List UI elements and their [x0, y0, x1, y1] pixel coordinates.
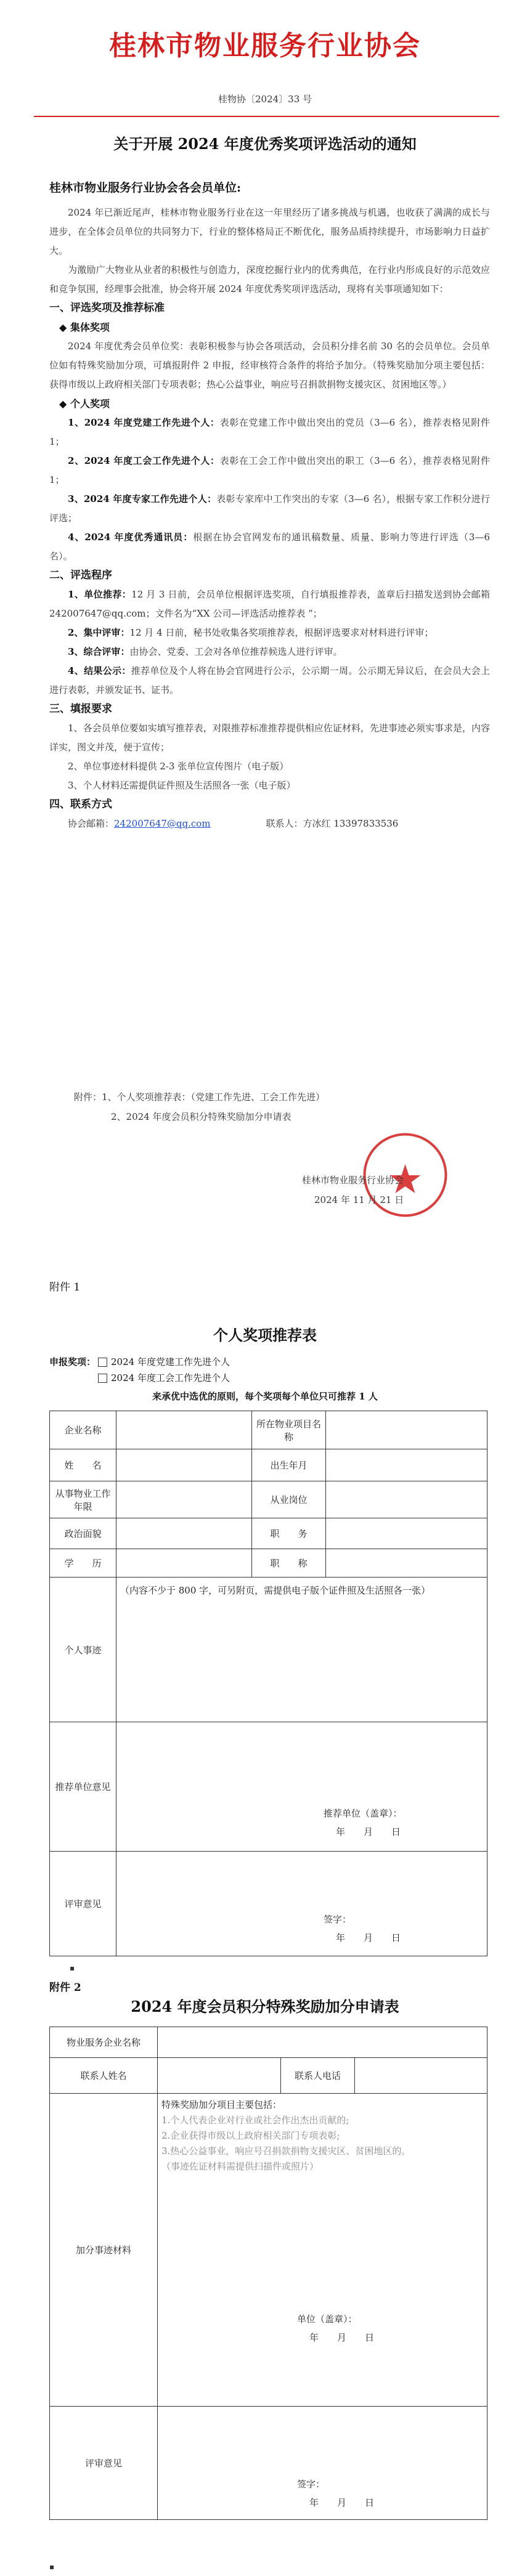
- collective-award-paragraph: [49, 337, 490, 394]
- notice-body: [49, 203, 490, 833]
- date-label: 年 月 日: [336, 1932, 401, 1943]
- title-field[interactable]: [326, 1549, 487, 1578]
- award-option-checkbox[interactable]: [98, 1374, 107, 1383]
- collective-award-body: 表彰积极参与协会各项活动，会员积分排名前 30 名的会员单位。会员单位如有特殊奖励加分项，可填报附件 2 申报，经审核符合条件的将给予加分。（特殊奖励加分项主要包括：获得市级以上政府相关部门专项表彰；热心公益事业，响应号召捐款捐物支援灾区、贫困地区等。）: [49, 341, 490, 390]
- unit-sign-label: 推荐单位（盖章）：: [324, 1808, 402, 1819]
- signature-area: [120, 1910, 483, 1947]
- duty-field[interactable]: [326, 1518, 487, 1549]
- collective-awards-title: ◆ 集体奖项: [59, 322, 110, 333]
- field-label: 姓 名: [50, 1449, 116, 1481]
- form-row: [50, 1449, 487, 1481]
- contact-person: 联系人：方冰红 13397833536: [266, 818, 399, 829]
- attachment-item-1: 1、个人奖项推荐表：（党建工作先进、工会工作先进）: [102, 1092, 325, 1103]
- page-mark: ▪: [49, 2562, 55, 2571]
- collective-award-name: 2024 年度优秀会员单位奖：: [68, 341, 189, 352]
- field-label: 联系人姓名: [50, 2058, 158, 2094]
- form-row: [50, 1411, 487, 1449]
- recommendation-form: [49, 1411, 487, 1956]
- attachments-list: [74, 1087, 325, 1127]
- procedure-step-body: 12 月 4 日前，秘书处收集各奖项推荐表，根据评选要求对材料进行评审；: [129, 627, 434, 638]
- award-option-label: 2024 年度工会工作先进个人: [111, 1372, 230, 1383]
- form-row: [50, 2027, 487, 2058]
- procedure-step: [49, 623, 490, 642]
- company-name-field[interactable]: [158, 2027, 487, 2058]
- salutation: 桂林市物业服务行业协会各会员单位:: [49, 181, 242, 195]
- materials-field[interactable]: [158, 2094, 487, 2407]
- award-options: [49, 1354, 230, 1386]
- years-field[interactable]: [116, 1481, 252, 1518]
- award-name: 2、2024 年度工会工作先进个人：: [68, 455, 220, 466]
- section-4-title: 四、联系方式: [49, 798, 112, 811]
- procedure-step: [49, 662, 490, 700]
- materials-item: （事迹佐证材料需提供扫描件或照片）: [161, 2161, 319, 2172]
- attachment-2-label: 附件 2: [49, 1982, 81, 1994]
- form-row: [50, 1578, 487, 1722]
- materials-intro: 特殊奖励加分项目主要包括：: [161, 2099, 282, 2110]
- field-label: 推荐单位意见: [50, 1722, 116, 1852]
- award-description: 根据在协会官网发布的通讯稿数量、质量、影响力等进行评选（3—6 名）。: [49, 532, 490, 562]
- intro-paragraph-2: 为激励广大物业从业者的积极性与创造力，深度挖掘行业内的优秀典范，在行业内形成良好的示范效应和竞争氛围，经理事会批准，协会将开展 2024 年度优秀奖项评选活动，现将有关事项通知如下：: [49, 264, 490, 294]
- award-description: 表彰在党建工作中做出突出的党员（3—6 名），推荐表格见附件 1；: [49, 417, 490, 447]
- field-label: 职 务: [252, 1518, 326, 1549]
- award-option: [49, 1370, 230, 1386]
- materials-item: 1.个人代表企业对行业或社会作出杰出贡献的;: [161, 2115, 349, 2126]
- individual-awards-title: ◆ 个人奖项: [59, 398, 110, 410]
- field-label: 评审意见: [50, 2407, 158, 2520]
- date-label: 年 月 日: [336, 1826, 401, 1837]
- procedure-step-body: 12 月 3 日前，会员单位根据评选奖项，自行填报推荐表，盖章后扫描发送到协会邮箱 242007647@qq.com；文件名为“XX 公司—评选活动推荐表 ”；: [49, 589, 490, 619]
- award-option-checkbox[interactable]: [98, 1358, 107, 1367]
- award-description: 表彰在工会工作中做出突出的职工（3—6 名），推荐表格见附件 1；: [49, 455, 490, 485]
- procedure-step: [49, 585, 490, 623]
- form-row: [50, 2407, 487, 2520]
- procedure-step-name: 1、单位推荐：: [68, 589, 132, 600]
- section-2-title: 二、评选程序: [49, 569, 112, 581]
- form-row: [50, 1852, 487, 1956]
- sign-label: 签字：: [324, 1914, 352, 1925]
- section-1-title: 一、评选奖项及推荐标准: [49, 302, 165, 314]
- form-row: [50, 1518, 487, 1549]
- contact-line: [49, 814, 490, 833]
- materials-item: 2.企业获得市级以上政府相关部门专项表彰;: [161, 2130, 340, 2141]
- requirement-item: 1、各会员单位要如实填写推荐表，对限推荐标准推荐提供相应佐证材料，先进事迹必须实事求是，内容详实，图文并茂，便于宣传；: [49, 723, 490, 753]
- field-label: 政治面貌: [50, 1518, 116, 1549]
- deeds-hint: （内容不少于 800 字，可另附页，需提供电子版个证件照及生活照各一张）: [120, 1585, 431, 1596]
- bonus-application-form: [49, 2027, 487, 2520]
- signature-area: [120, 1804, 483, 1841]
- form-row: [50, 1722, 487, 1852]
- individual-award-item: [49, 528, 490, 566]
- field-label: 物业服务企业名称: [50, 2027, 158, 2058]
- signature-area: [161, 2475, 483, 2512]
- birth-field[interactable]: [326, 1449, 487, 1481]
- requirement-item: 3、个人材料还需提供证件照及生活照各一张（电子版）: [68, 780, 296, 791]
- award-option: [49, 1354, 230, 1370]
- apply-label: 申报奖项：: [49, 1356, 96, 1367]
- political-status-field[interactable]: [116, 1518, 252, 1549]
- deeds-field[interactable]: [116, 1578, 487, 1722]
- signature-date: 2024 年 11 月 21 日: [314, 1194, 404, 1205]
- signature-block: [302, 1170, 404, 1210]
- field-label: 评审意见: [50, 1852, 116, 1956]
- field-label: 企业名称: [50, 1411, 116, 1449]
- company-name-field[interactable]: [116, 1411, 252, 1449]
- form-row: [50, 2058, 487, 2094]
- contact-name-field[interactable]: [158, 2058, 281, 2094]
- form-row: [50, 2094, 487, 2407]
- award-name: 3、2024 年度专家工作先进个人：: [68, 493, 217, 504]
- project-name-field[interactable]: [326, 1411, 487, 1449]
- field-label: 个人事迹: [50, 1578, 116, 1722]
- procedure-step-body: 推荐单位及个人将在协会官网进行公示，公示期一周。公示期无异议后，在会员大会上进行表彰，并颁发证书、证书。: [49, 665, 490, 695]
- position-field[interactable]: [326, 1481, 487, 1518]
- intro-paragraph-1: 2024 年已渐近尾声，桂林市物业服务行业在这一年里经历了诸多挑战与机遇，也收获了满满的成长与进步，在全体会员单位的共同努力下，行业的整体格局正不断优化，服务品质持续提升，市场影响力日益扩大。: [49, 207, 490, 256]
- attachment-label: 附件：: [74, 1092, 102, 1103]
- unit-opinion-field[interactable]: [116, 1722, 487, 1852]
- form-2-title: 2024 年度会员积分特殊奖励加分申请表: [131, 1998, 399, 2015]
- attachment-item: [74, 1087, 325, 1107]
- contact-phone-field[interactable]: [355, 2058, 487, 2094]
- form-1-title: 个人奖项推荐表: [213, 1326, 317, 1344]
- procedure-step-name: 3、综合评审：: [68, 646, 130, 657]
- document-number: 桂物协〔2024〕33 号: [218, 94, 312, 105]
- field-label: 职 称: [252, 1549, 326, 1578]
- education-field[interactable]: [116, 1549, 252, 1578]
- field-label: 学 历: [50, 1549, 116, 1578]
- procedure-step-body: 由协会、党委、工会对各单位推荐候选人进行评审。: [129, 646, 343, 657]
- header-divider: [34, 116, 499, 117]
- field-label: 所在物业项目名称: [252, 1411, 326, 1449]
- email-link[interactable]: 242007647@qq.com: [114, 818, 211, 829]
- field-label: 出生年月: [252, 1449, 326, 1481]
- date-label: 年 月 日: [309, 2497, 375, 2508]
- field-label: 从事物业工作年限: [50, 1481, 116, 1518]
- recommend-note: 来承优中选优的原则，每个奖项每个单位只可推荐 1 人: [152, 1391, 378, 1402]
- email-label: 协会邮箱：: [68, 818, 115, 829]
- page-mark: ▪: [70, 1964, 75, 1972]
- individual-award-item: [49, 452, 490, 490]
- attachment-item-2: 2、2024 年度会员积分特殊奖励加分申请表: [111, 1111, 292, 1122]
- field-label: 联系人电话: [281, 2058, 355, 2094]
- review-opinion-field[interactable]: [116, 1852, 487, 1956]
- award-option-label: 2024 年度党建工作先进个人: [111, 1356, 230, 1367]
- form-row: [50, 1549, 487, 1578]
- signature-org: 桂林市物业服务行业协会: [302, 1175, 404, 1186]
- materials-item: 3.热心公益事业，响应号召捐款捐物支援灾区、贫困地区的。: [161, 2145, 411, 2157]
- date-label: 年 月 日: [309, 2332, 375, 2343]
- review-opinion-field[interactable]: [158, 2407, 487, 2520]
- individual-award-item: [49, 490, 490, 528]
- procedure-step-name: 2、集中评审：: [68, 627, 130, 638]
- award-description: 表彰专家库中工作突出的专家（3—6 名），根据专家工作积分进行评选；: [49, 493, 490, 524]
- section-3-title: 三、填报要求: [49, 703, 112, 715]
- unit-sign-label: 单位（盖章）：: [297, 2314, 357, 2325]
- field-label: 从业岗位: [252, 1481, 326, 1518]
- procedure-step-name: 4、结果公示：: [68, 665, 131, 676]
- attachment-1-label: 附件 1: [49, 1281, 81, 1294]
- form-row: [50, 1481, 487, 1518]
- award-name: 1、2024 年度党建工作先进个人：: [68, 417, 220, 428]
- name-field[interactable]: [116, 1449, 252, 1481]
- sign-label: 签字：: [297, 2479, 325, 2490]
- field-label: 加分事迹材料: [50, 2094, 158, 2407]
- org-title: 桂林市物业服务行业协会: [109, 30, 421, 62]
- award-name: 4、2024 年度优秀通讯员：: [68, 532, 194, 543]
- requirement-item: 2、单位事迹材料提供 2-3 张单位宣传图片（电子版）: [68, 761, 289, 772]
- individual-award-item: [49, 413, 490, 452]
- procedure-step: [49, 642, 490, 662]
- notice-title: 关于开展 2024 年度优秀奖项评选活动的通知: [113, 135, 417, 153]
- signature-area: [161, 2310, 483, 2347]
